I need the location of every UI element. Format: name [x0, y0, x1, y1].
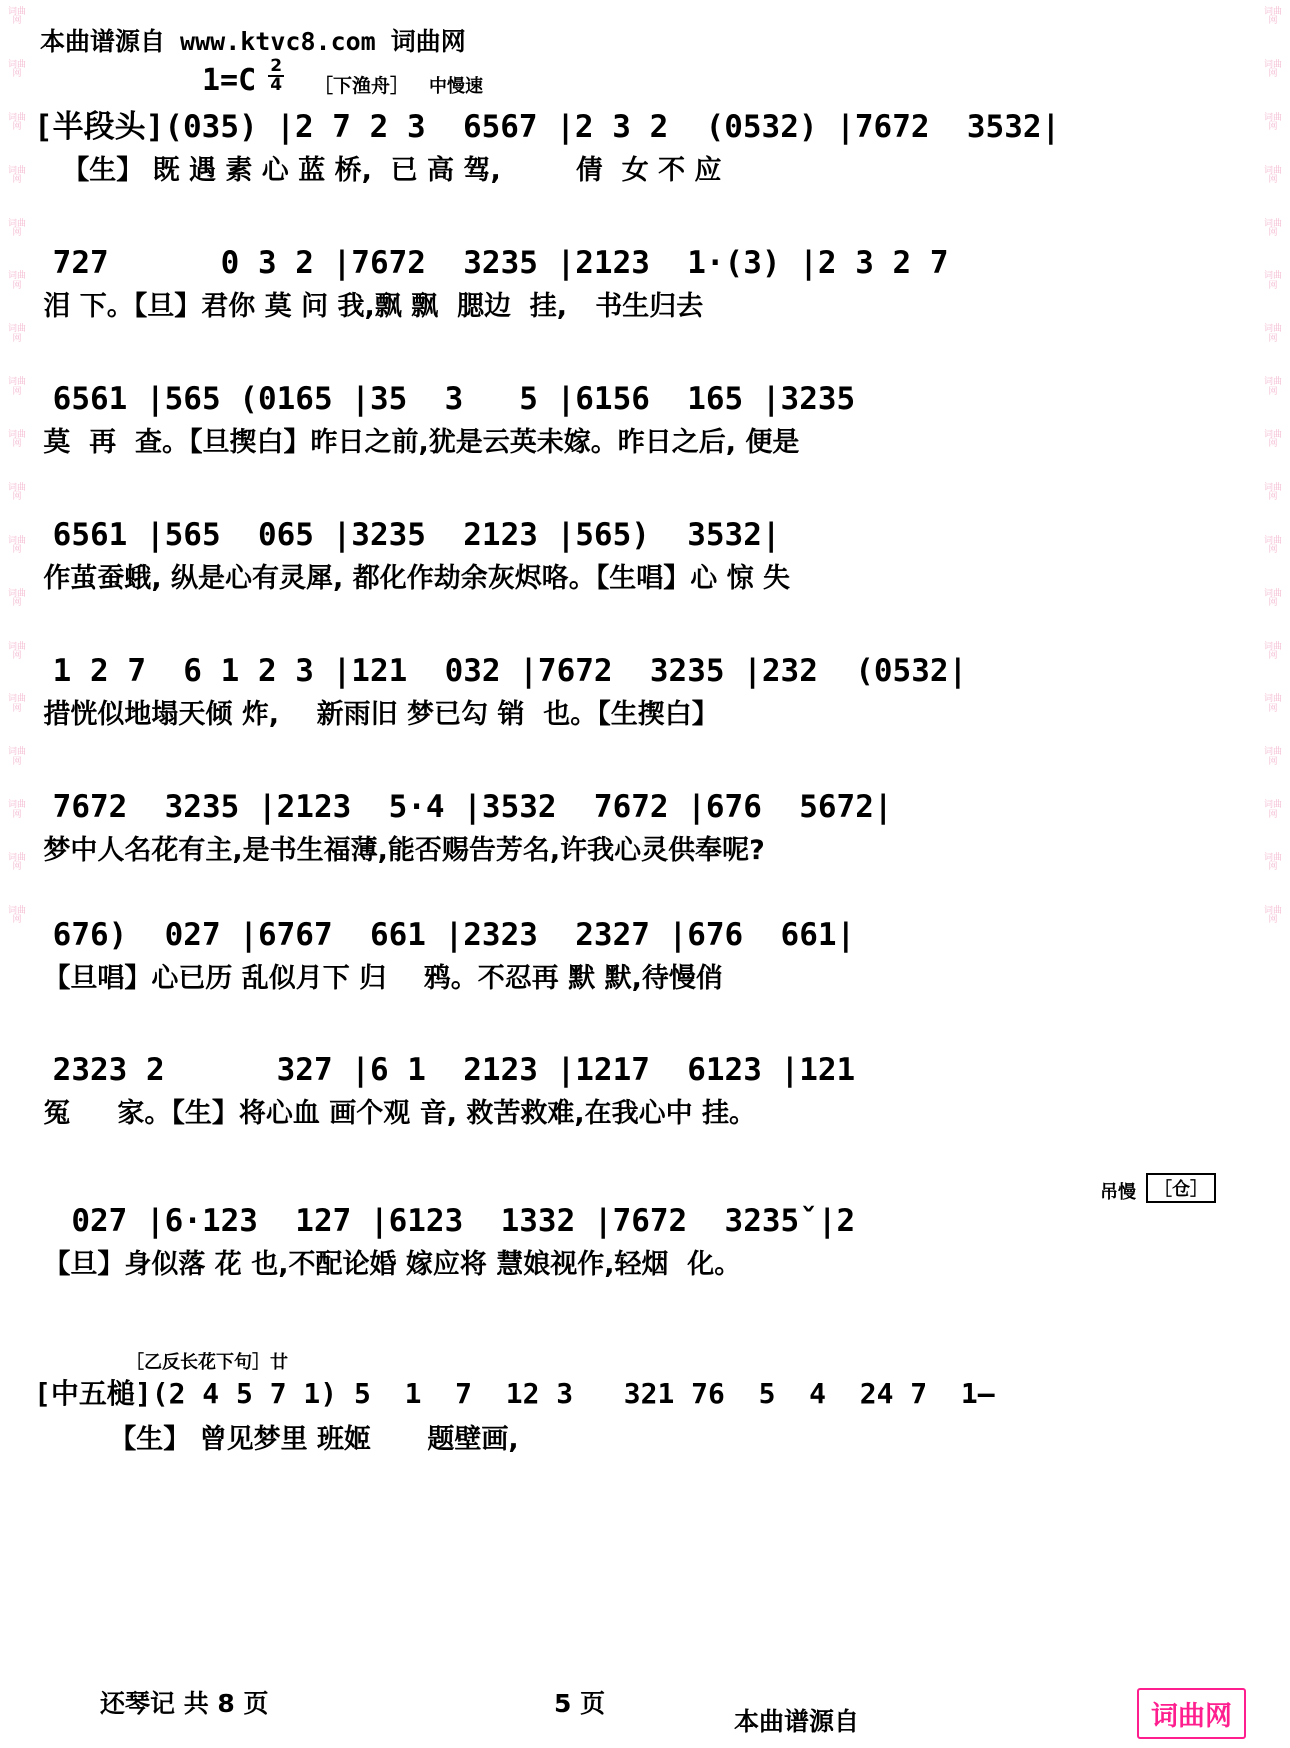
watermark-text: 词曲网 [1263, 59, 1282, 80]
footer-title: 还琴记 共 8 页 [100, 1689, 269, 1718]
music-system [34, 789, 1256, 866]
notation-line: [半段头](035) |2 7 2 3 6567 |2 3 2 (0532) |7672 3532| [34, 109, 1061, 145]
music-system [34, 653, 1256, 730]
watermark-text: 词曲网 [1263, 271, 1282, 291]
annotation-yifan: ［乙反长花下句］廿 [126, 1352, 288, 1373]
annotation-diaoman: 吊慢 [1100, 1182, 1136, 1203]
site-logo[interactable]: 词曲网 [1137, 1688, 1246, 1739]
lyrics-line: 梦中人名花有主,是书生福薄,能否赐告芳名,许我心灵供奉呢? [34, 835, 765, 866]
lyrics-line: 【旦唱】心已历 乱似月下 归 鸦。不忍再 默 默,待慢俏 [34, 963, 723, 994]
notation-line: 2323 2 327 |6 1 2123 |1217 6123 |121 [34, 1052, 856, 1088]
score-page [34, 0, 1256, 1748]
notation-line: 6561 |565 (0165 |35 3 5 |6156 165 |3235 [34, 381, 856, 417]
watermark-text: 词曲网 [1263, 112, 1282, 133]
lyrics-line: 【生】 曾见梦里 班姬 题壁画, [34, 1424, 519, 1455]
watermark-text: 词曲网 [7, 747, 26, 767]
source-credit-top: 本曲谱源自 www.ktvc8.com 词曲网 [40, 27, 466, 56]
watermark-text: 词曲网 [1263, 535, 1282, 556]
page-footer [34, 1674, 1256, 1734]
score-header [202, 56, 484, 98]
watermark-text: 词曲网 [1263, 747, 1282, 767]
watermark-text: 词曲网 [1263, 165, 1282, 186]
notation-line: 727 0 3 2 |7672 3235 |2123 1·(3) |2 3 2 7 [34, 245, 949, 281]
watermark-text: 词曲网 [1263, 588, 1282, 609]
music-system [34, 245, 1256, 322]
notation-line: 1 2 7 6 1 2 3 |121 032 |7672 3235 |232 (0532| [34, 653, 968, 689]
footer-page-number: 5 页 [554, 1689, 606, 1718]
time-signature [268, 58, 284, 94]
watermark-text: 词曲网 [7, 641, 26, 661]
tempo-marking: 中慢速 [429, 76, 484, 97]
lyrics-line: 【生】 既 遇 素 心 蓝 桥, 已 高 驾, 倩 女 不 应 [34, 155, 722, 186]
watermark-text: 词曲网 [7, 112, 26, 133]
watermark-text: 词曲网 [7, 165, 26, 186]
annotation-cang: ［仓］ [1146, 1173, 1216, 1203]
watermark-text: 词曲网 [7, 271, 26, 291]
notation-line: 027 |6·123 127 |6123 1332 |7672 3235ˇ|2 [34, 1203, 856, 1239]
watermark-text: 词曲网 [7, 59, 26, 80]
watermark-text: 词曲网 [7, 800, 26, 820]
watermark-column-left [0, 0, 34, 1748]
footer-source-label: 本曲谱源自 [734, 1707, 860, 1736]
music-system [34, 917, 1256, 994]
music-system [34, 517, 1256, 594]
notation-line: 7672 3235 |2123 5·4 |3532 7672 |676 5672| [34, 789, 893, 825]
watermark-text: 词曲网 [1263, 853, 1282, 873]
watermark-text: 词曲网 [7, 430, 26, 450]
watermark-text: 词曲网 [1263, 7, 1282, 27]
lyrics-line: 泪 下。【旦】君你 莫 问 我,飘 飘 腮边 挂, 书生归去 [34, 291, 704, 322]
time-signature-numerator: 2 [270, 56, 283, 76]
watermark-text: 词曲网 [1263, 430, 1282, 450]
tune-name: ［下渔舟］ [314, 75, 410, 97]
watermark-text: 词曲网 [1263, 694, 1282, 714]
notation-line: 6561 |565 065 |3235 2123 |565) 3532| [34, 517, 781, 553]
time-signature-denominator: 4 [270, 75, 283, 95]
lyrics-line: 措恍似地塌天倾 炸, 新雨旧 梦已勾 销 也。【生揳白】 [34, 699, 719, 730]
lyrics-line: 【旦】身似落 花 也,不配论婚 嫁应将 慧娘视作,轻烟 化。 [34, 1249, 742, 1280]
watermark-text: 词曲网 [7, 905, 26, 926]
lyrics-line: 莫 再 查。【旦揳白】昨日之前,犹是云英未嫁。昨日之后, 便是 [34, 427, 800, 458]
watermark-text: 词曲网 [1263, 482, 1282, 503]
watermark-text: 词曲网 [7, 694, 26, 714]
lyrics-line: 作茧蚕蛾, 纵是心有灵犀, 都化作劫余灰烬咯。【生唱】心 惊 失 [34, 563, 791, 594]
music-system [34, 109, 1256, 186]
music-system [34, 1052, 1256, 1129]
watermark-column-right [1256, 0, 1290, 1748]
lyrics-line: 冤 家。【生】将心血 画个观 音, 救苦救难,在我心中 挂。 [34, 1098, 757, 1129]
watermark-text: 词曲网 [1263, 641, 1282, 661]
key-signature: 1=C [202, 63, 257, 98]
watermark-text: 词曲网 [7, 7, 26, 27]
notation-line: [中五槌](2 4 5 7 1) 5 1 7 12 3 321 76 5 4 24 7 1— [34, 1377, 995, 1410]
watermark-text: 词曲网 [7, 482, 26, 503]
watermark-text: 词曲网 [1263, 218, 1282, 238]
watermark-text: 词曲网 [7, 377, 26, 397]
watermark-text: 词曲网 [7, 853, 26, 873]
watermark-text: 词曲网 [1263, 800, 1282, 820]
music-system [34, 1203, 1256, 1280]
watermark-text: 词曲网 [1263, 377, 1282, 397]
music-system [34, 381, 1256, 458]
watermark-text: 词曲网 [1263, 905, 1282, 926]
watermark-text: 词曲网 [1263, 324, 1282, 344]
watermark-text: 词曲网 [7, 218, 26, 238]
watermark-text: 词曲网 [7, 588, 26, 609]
music-system-final [34, 1377, 1256, 1455]
watermark-text: 词曲网 [7, 324, 26, 344]
watermark-text: 词曲网 [7, 535, 26, 556]
notation-line: 676) 027 |6767 661 |2323 2327 |676 661| [34, 917, 856, 953]
